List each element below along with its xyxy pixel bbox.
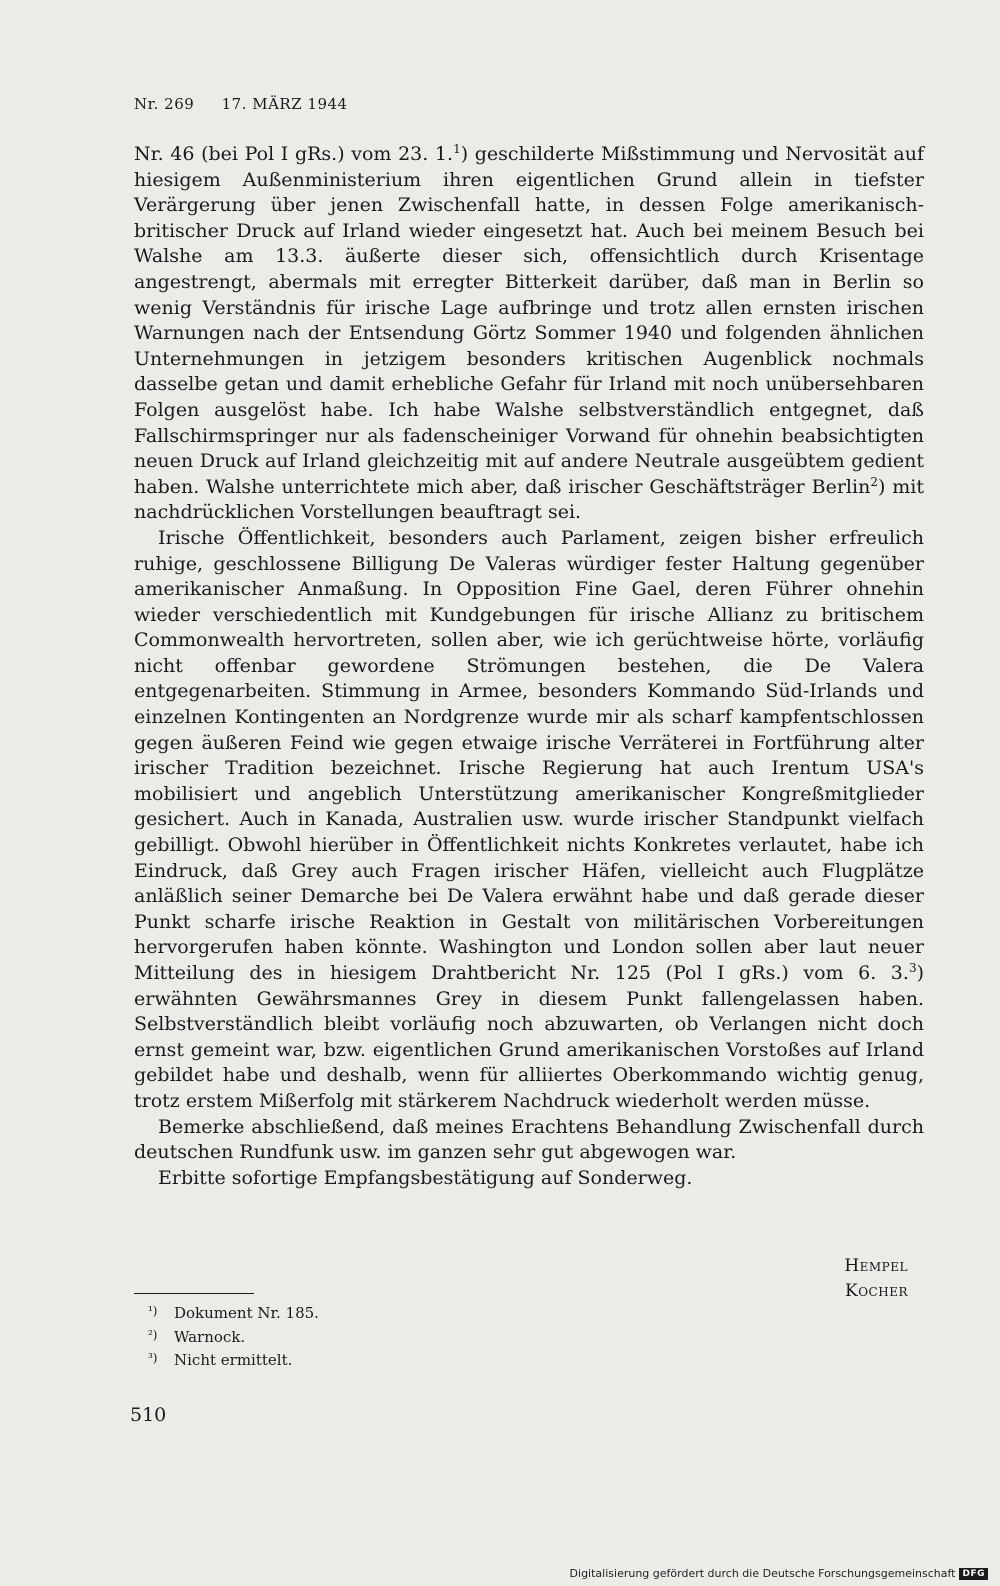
footnote-3 [148, 1348, 319, 1372]
paragraph-2-text-b: ) erwähnten Gewährsmannes Grey in diesem Punkt fallengelassen haben. Selbstverständlich bleibt vorläufig noch abzuwarten, ob Verlangen nicht doch ernst gemeint war, bzw. eigentlichen Grund amerikanischen Vorstoßes auf Irland gebildet habe und deshalb, wenn für alliiertes Oberkommando wichtig genug, trotz erstem Mißerfolg mit stärkerem Nachdruck wiederholt werden müsse. [134, 962, 924, 1112]
footnote-text: Dokument Nr. 185. [174, 1304, 319, 1322]
paragraph-1-text-a: Nr. 46 (bei Pol I gRs.) vom 23. 1. [134, 143, 454, 165]
signature-hempel: Hempel [844, 1256, 908, 1276]
paragraph-1-text-c: ) mit nachdrücklichen Vorstellungen beauftragt sei. [134, 475, 924, 524]
running-header [134, 95, 348, 113]
footnotes [148, 1301, 319, 1372]
paragraph-1-text-b: ) geschilderte Mißstimmung und Nervosität auf hiesigem Außenministerium ihren eigentlichen Grund allein in tiefster Verärgerung über jenen Zwischenfall hatte, in dessen Folge amerikanisch-britischer Druck auf Irland wieder eingesetzt hat. Auch bei meinem Besuch bei Walshe am 13.3. äußerte dieser sich, offensichtlich durch Krisentage angestrengt, abermals mit erregter Bitterkeit darüber, daß man in Berlin so wenig Verständnis für irische Lage aufbringe und trotz allen ernsten irischen Warnungen nach der Entsendung Görtz Sommer 1940 und folgenden ähnlichen Unternehmungen in jetzigem besonders kritischen Augenblick nochmals dasselbe getan und damit erhebliche Gefahr für Irland mit noch unübersehbaren Folgen ausgelöst habe. Ich habe Walshe selbstverständlich entgegnet, daß Fallschirmspringer nur als fadenscheiniger Vorwand für ohnehin beabsichtigten neuen Druck auf Irland gleichzeitig mit auf andere Neutrale ausgeübtem gedient haben. Walshe unterrichtete mich aber, daß irischer Geschäftsträger Berlin [134, 143, 924, 498]
footnote-ref-2: 2 [870, 474, 878, 489]
footnote-1 [148, 1301, 319, 1325]
footnote-2 [148, 1325, 319, 1349]
footnote-ref-1: 1 [453, 142, 461, 156]
dfg-logo-icon: DFG [959, 1568, 988, 1580]
paragraph-1 [134, 142, 924, 526]
document-date: 17. MÄRZ 1944 [221, 95, 348, 113]
footnote-mark: ³) [148, 1351, 158, 1365]
footnote-mark: ¹) [148, 1304, 158, 1318]
footnote-ref-3: 3 [908, 961, 917, 975]
footnote-text: Nicht ermittelt. [174, 1351, 293, 1369]
footnote-mark: ²) [148, 1327, 158, 1342]
credit-text: Digitalisierung gefördert durch die Deutsche Forschungsgemeinschaft [569, 1567, 956, 1580]
paragraph-2 [134, 526, 924, 1115]
page-number: 510 [130, 1404, 167, 1426]
footnote-text: Warnock. [174, 1327, 246, 1346]
document-body [134, 142, 924, 1191]
digitization-credit [570, 1567, 988, 1580]
footnote-divider [134, 1293, 254, 1294]
paragraph-3: Bemerke abschließend, daß meines Erachtens Behandlung Zwischenfall durch deutschen Rundfunk usw. im ganzen sehr gut abgewogen war. [134, 1115, 924, 1164]
paragraph-4: Erbitte sofortige Empfangsbestätigung auf Sonderweg. [158, 1166, 693, 1189]
paragraph-2-text-a: Irische Öffentlichkeit, besonders auch Parlament, zeigen bisher erfreulich ruhige, geschlossene Billigung De Valeras würdiger fester Haltung gegenüber amerikanischer Anmaßung. In Opposition Fine Gael, deren Führer ohnehin wieder verschiedentlich mit Kundgebungen für irische Allianz zu britischem Commonwealth hervortreten, sollen aber, wie ich gerüchtweise hörte, vorläufig nicht offenbar gewordene Strömungen bestehen, die De Valera entgegenarbeiten. Stimmung in Armee, besonders Kommando Süd-Irlands und einzelnen Kontingenten an Nordgrenze wurde mir als scharf kampfentschlossen gegen äußeren Feind wie gegen etwaige irische Verräterei in Fortführung alter irischer Tradition bezeichnet. Irische Regierung hat auch Irentum USA's mobilisiert und angeblich Unterstützung amerikanischer Kongreßmitglieder gesichert. Auch in Kanada, Australien usw. wurde irischer Standpunkt vielfach gebilligt. Obwohl hierüber in Öffentlichkeit nichts Konkretes verlautet, habe ich Eindruck, daß Grey auch Fragen irischer Häfen, vielleicht auch Flugplätze anläßlich seiner Demarche bei De Valera erwähnt habe und daß gerade dieser Punkt scharfe irische Reaktion in Gestalt von militärischen Vorbereitungen hervorgerufen haben könnte. Washington und London sollen aber laut neuer Mitteilung des in hiesigem Drahtbericht Nr. 125 (Pol I gRs.) vom 6. 3. [134, 526, 924, 984]
document-number: Nr. 269 [134, 95, 195, 113]
signature-kocher: Kocher [845, 1281, 908, 1301]
